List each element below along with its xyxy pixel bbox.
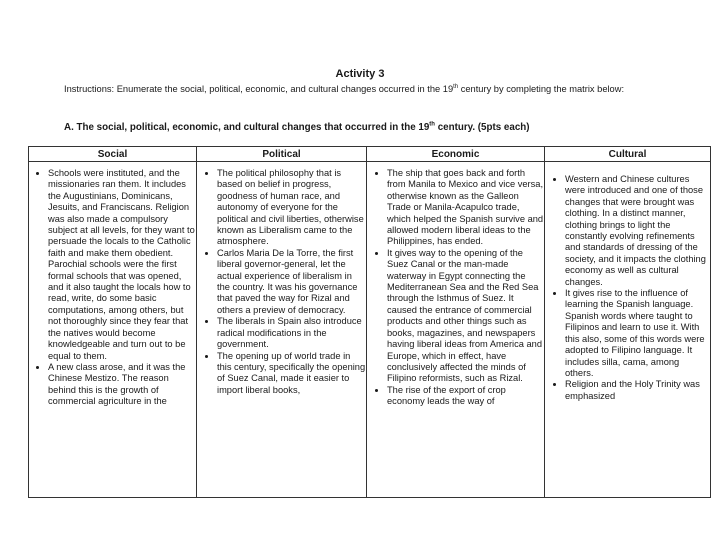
economic-cell (367, 162, 545, 498)
section-heading-start: A. The social, political, economic, and cultural changes that occurred in the 19 (64, 122, 430, 133)
header-economic: Economic (367, 147, 545, 162)
political-list (197, 168, 366, 396)
instructions (64, 84, 674, 96)
header-social: Social (29, 147, 197, 162)
list-item: • Carlos Maria De la Torre, the first liberal governor-general, let the actual experience of liberalism in the country. It was his governance that paved the way for Rizal and others a preview of democracy. (217, 248, 366, 316)
cultural-cell (545, 162, 711, 498)
list-item: • The ship that goes back and forth from Manila to Mexico and vice versa, otherwise known as the Galleon Trade or Manila-Acapulco trade, which helped the Spanish survive and allowed modern liberal ideas to the Philippines, has ended. (387, 168, 544, 248)
list-item: • Western and Chinese cultures were introduced and one of those changes that were brought was clothing. In a distinct manner, clothing brings to light the constantly evolving refinements and standards of dressing of the society, and it impacts the clothing economy as well as cultural changes. (565, 174, 710, 288)
section-heading-end: century. (5pts each) (434, 122, 530, 133)
list-item: • It gives rise to the influence of learning the Spanish language. Spanish words where taught to Filipinos and learn to use it. With this also, some of this words were adopted to Filipino language. It includes silla, cama, among others. (565, 288, 710, 379)
list-item: • Religion and the Holy Trinity was emphasized (565, 379, 710, 402)
instructions-text-start: Instructions: Enumerate the social, political, economic, and cultural changes occurred in the 19 (64, 84, 454, 94)
list-item: • The opening up of world trade in this century, specifically the opening of Suez Canal, made it easier to import liberal books, (217, 351, 366, 397)
list-item: • A new class arose, and it was the Chinese Mestizo. The reason behind this is the growth of commercial agriculture in the (48, 362, 196, 408)
list-item: • The rise of the export of crop economy leads the way of (387, 385, 544, 408)
instructions-text-end: century by completing the matrix below: (458, 84, 625, 94)
list-item: • Schools were instituted, and the missionaries ran them. It includes the Augustinians, Dominicans, Jesuits, and Franciscans. Religion was also made a compulsory subject at all levels, for they want to persuade the locals to the Catholic faith and make them obedient. Parochial schools were the first formal schools that was opened, and it also taught the locals how to read, write, do some basic computations, among others, but not thoroughly since they fear that the natives would become knowledgeable and turn out to be equal to them. (48, 168, 196, 362)
matrix-header-row (29, 147, 711, 162)
social-cell (29, 162, 197, 498)
cultural-list (545, 174, 710, 402)
changes-matrix (28, 146, 711, 498)
header-cultural: Cultural (545, 147, 711, 162)
list-item: • It gives way to the opening of the Suez Canal or the man-made waterway in Egypt connecting the Mediterranean Sea and the Red Sea through the Isthmus of Suez. It caused the entrance of commercial products and other things such as books, magazines, and newspapers having liberal ideas from America and Europe, which in effect, have conclusively affected the minds of Filipino reformists, such as Rizal. (387, 248, 544, 385)
section-heading (64, 122, 704, 133)
social-list (29, 168, 196, 408)
activity-title: Activity 3 (335, 68, 385, 80)
instructions-superscript: th (453, 83, 459, 90)
political-cell (197, 162, 367, 498)
matrix-body-row (29, 162, 711, 498)
header-political: Political (197, 147, 367, 162)
list-item: • The liberals in Spain also introduce radical modifications in the government. (217, 316, 366, 350)
economic-list (367, 168, 544, 408)
list-item: • The political philosophy that is based on belief in progress, goodness of human race, and autonomy of everyone for the political and civil liberties, otherwise known as Liberalism came to the atmosphere. (217, 168, 366, 248)
section-heading-superscript: th (429, 121, 435, 128)
